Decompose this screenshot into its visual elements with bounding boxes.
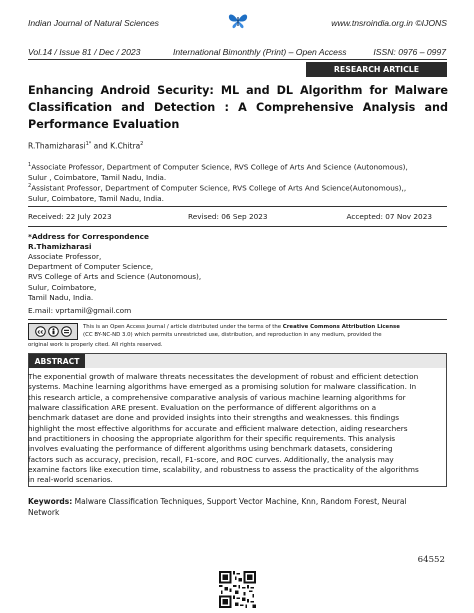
- abstract-heading-bar: [85, 354, 446, 368]
- correspondence-name: R.Thamizharasi: [28, 242, 92, 251]
- nd-icon: [61, 326, 72, 337]
- issn: ISSN: 0976 – 0997: [373, 47, 446, 57]
- cc-license-badge: [28, 323, 78, 340]
- keywords-label: Keywords:: [28, 497, 73, 506]
- journal-website: www.tnsroindia.org.in ©IJONS: [331, 18, 447, 28]
- author-2: and K.Chitra: [91, 141, 141, 151]
- cc-icon: [35, 326, 46, 337]
- keywords: Keywords: Malware Classification Techniques, Support Vector Machine, Knn, Random Forest, Neural Network: [28, 497, 407, 517]
- accepted-date: Accepted: 07 Nov 2023: [346, 212, 432, 221]
- author-1: R.Thamizharasi: [28, 141, 86, 151]
- abstract-text: The exponential growth of malware threats necessitates the development of robust and efficient detection systems. Machine learning algorithms have emerged as a promising solution for malware classification. In this research article, a comprehensive comparative analysis of various machine learning algorithms for malware classification ARE present. Evaluation on the performance of different algorithms on a benchmark dataset are done and provided insights into their strengths and weaknesses. this findings highlight the most effective algorithms for accurate and efficient malware detection, aiding researchers and practitioners in choosing the appropriate algorithm for their specific requirements. This analysis involves evaluating the performance of different algorithms using benchmark datasets, considering factors such as accuracy, precision, recall, F1-score, and ROC curves. Additionally, the analysis may examine factors like execution time, scalability, and robustness to assess the practicality of the algorithms in real-world scenarios.: [28, 372, 419, 485]
- correspondence-heading: *Address for Correspondence: [28, 232, 149, 241]
- revised-date: Revised: 06 Sep 2023: [188, 212, 268, 221]
- volume-issue: Vol.14 / Issue 81 / Dec / 2023: [28, 47, 141, 57]
- license-divider: [28, 319, 447, 320]
- svg-text:cc: cc: [37, 329, 43, 336]
- affiliation-1: $^1$Associate Professor, Department of Computer Science, RVS College of Arts And Science (Autonomous), Sulur , Coimbatore, Tamil Nadu, India.: [28, 162, 408, 182]
- article-type-badge: RESEARCH ARTICLE: [306, 62, 447, 77]
- received-date: Received: 22 July 2023: [28, 212, 112, 221]
- header-divider: [28, 59, 447, 60]
- authors: R.Thamizharasi$^{1*}$ and K.Chitra$^2$: [28, 141, 144, 151]
- paper-title: Enhancing Android Security: ML and DL Algorithm for Malware Classification and Detection : A Comprehensive Analysis and Performance Evaluation: [28, 84, 448, 131]
- journal-name: Indian Journal of Natural Sciences: [28, 18, 159, 28]
- dates-divider-top: [28, 206, 447, 207]
- by-icon: [48, 326, 59, 337]
- page-number: 64552: [417, 555, 445, 565]
- correspondence-email: E.mail: vprtamil@gmail.com: [28, 306, 132, 315]
- license-text: This is an Open Access Journal / article distributed under the terms of the Creative Commons Attribution License (CC BY-NC-ND 3.0) which permits unrestricted use, distribution, and reproduction in any medium, provided the: [83, 324, 400, 339]
- affiliation-2: $^2$Assistant Professor, Department of Computer Science, RVS College of Arts And Science(Autonomous),, Sulur, Coimbatore, Tamil Nadu, India.: [28, 183, 407, 203]
- keywords-text: Malware Classification Techniques, Support Vector Machine, Knn, Random Forest, Neural: [72, 497, 407, 506]
- correspondence-address: Associate Professor, Department of Computer Science, RVS College of Arts and Science (Autonomous), Sulur, Coimbatore, Tamil Nadu, India.: [28, 252, 202, 302]
- butterfly-icon: [227, 12, 249, 30]
- access-note: International Bimonthly (Print) – Open Access: [173, 47, 347, 57]
- abstract-heading: ABSTRACT: [29, 354, 85, 368]
- qr-code-icon: [219, 571, 256, 608]
- license-text-line3: original work is properly cited. All rights reserved.: [28, 342, 163, 348]
- dates-divider-bottom: [28, 226, 447, 227]
